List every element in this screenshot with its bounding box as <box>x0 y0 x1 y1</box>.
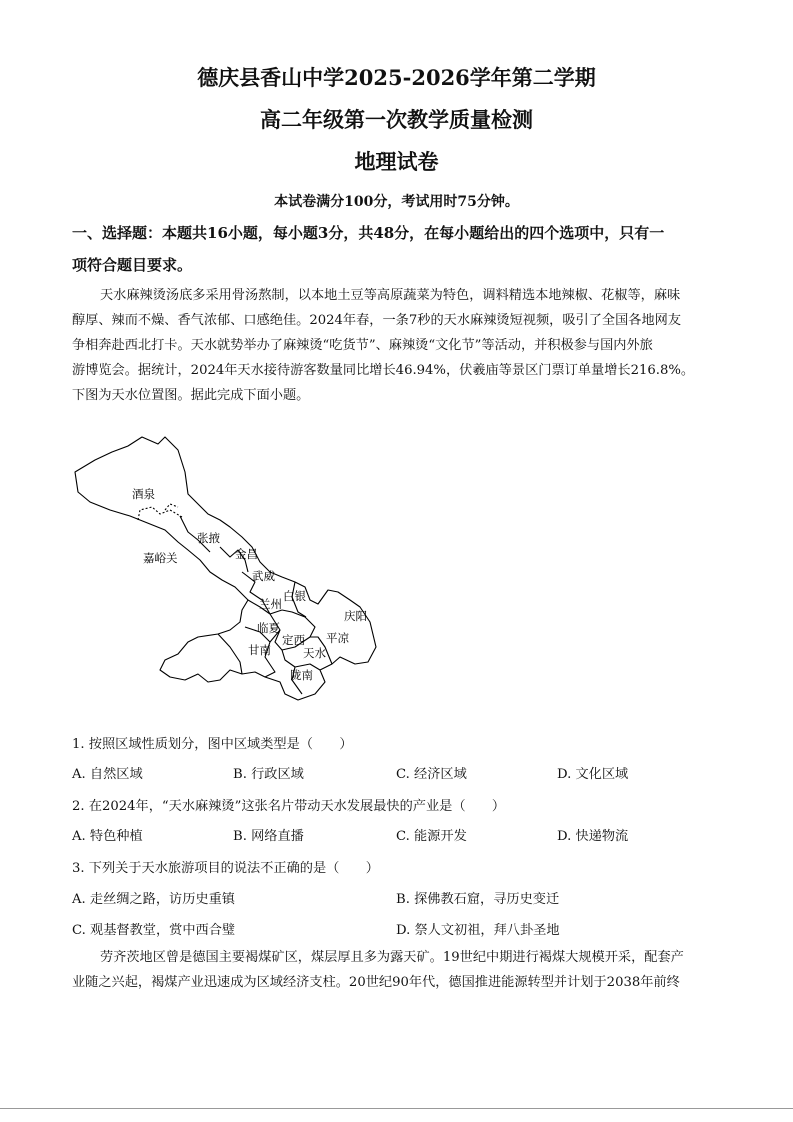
passage-line: 下图为天水位置图。据此完成下面小题。 <box>72 388 310 403</box>
map-label-baiyin: 白银 <box>283 589 306 603</box>
exam-info: 本试卷满分100分，考试用时75分钟。 <box>274 194 519 210</box>
passage-line: 业随之兴起，褐煤产业迅速成为区域经济支柱。20世纪90年代，德国推进能源转型并计划于2038年前终 <box>72 975 680 990</box>
map-label-gannan: 甘南 <box>248 643 271 657</box>
q3-option-a: A. 走丝绸之路，访历史重镇 <box>72 892 235 907</box>
q3-option-d: D. 祭人文初祖，拜八卦圣地 <box>396 923 560 938</box>
map-label-dingxi: 定西 <box>282 633 305 647</box>
map-label-jinchang: 金昌 <box>235 547 258 561</box>
question-3-stem: 3. 下列关于天水旅游项目的说法不正确的是（ ） <box>72 861 379 876</box>
q1-option-d: D. 文化区域 <box>557 767 629 782</box>
map-label-zhangye: 张掖 <box>197 531 220 545</box>
map-label-tianshui: 天水 <box>303 646 326 660</box>
passage-line: 劳齐茨地区曾是德国主要褐煤矿区，煤层厚且多为露天矿。19世纪中期进行褐煤大规模开采，配套产 <box>100 950 684 965</box>
page-bottom-rule <box>0 1108 793 1109</box>
q2-option-a: A. 特色种植 <box>72 829 143 844</box>
q3-option-c: C. 观基督教堂，赏中西合璧 <box>72 923 236 938</box>
passage-line: 游博览会。据统计，2024年天水接待游客数量同比增长46.94%，伏羲庙等景区门票订单量增长216.8%。 <box>72 363 695 378</box>
q3-option-b: B. 探佛教石窟，寻历史变迁 <box>396 892 560 907</box>
map-label-wuwei: 武威 <box>252 569 275 583</box>
section-heading-line2: 项符合题目要求。 <box>72 256 193 274</box>
map-label-lanzhou: 兰州 <box>259 597 282 611</box>
subject-title: 地理试卷 <box>354 149 439 174</box>
passage-tianshui <box>72 283 722 408</box>
passage-line: 争相奔赴西北打卡。天水就势举办了麻辣烫“吃货节”、麻辣烫“文化节”等活动，并积极参与国内外旅 <box>72 338 653 353</box>
q1-option-a: A. 自然区域 <box>72 767 143 782</box>
map-label-pingliang: 平凉 <box>326 631 349 645</box>
q1-option-b: B. 行政区域 <box>233 767 304 782</box>
map-label-jiayuguan: 嘉峪关 <box>143 551 178 565</box>
q2-option-b: B. 网络直播 <box>233 829 304 844</box>
map-label-jiuquan: 酒泉 <box>132 487 155 501</box>
q2-option-d: D. 快递物流 <box>557 829 629 844</box>
school-term-title: 德庆县香山中学2025-2026学年第二学期 <box>197 65 596 90</box>
gansu-location-map <box>70 432 390 712</box>
question-1-stem: 1. 按照区域性质划分，图中区域类型是（ ） <box>72 737 353 752</box>
question-2-stem: 2. 在2024年，“天水麻辣烫”这张名片带动天水发展最快的产业是（ ） <box>72 799 506 814</box>
map-label-longnan: 陇南 <box>290 668 313 682</box>
map-label-linxia: 临夏 <box>257 621 280 635</box>
map-label-qingyang: 庆阳 <box>344 609 367 623</box>
passage-line: 天水麻辣烫汤底多采用骨汤熬制，以本地土豆等高原蔬菜为特色，调料精选本地辣椒、花椒等，麻味 <box>100 288 681 303</box>
q1-option-c: C. 经济区域 <box>396 767 467 782</box>
passage-lausitz <box>72 945 722 995</box>
exam-title: 高二年级第一次教学质量检测 <box>260 107 533 132</box>
passage-line: 醇厚、辣而不燥、香气浓郁、口感绝佳。2024年春，一条7秒的天水麻辣烫短视频，吸引了全国各地网友 <box>72 313 682 328</box>
section-heading-line1: 一、选择题：本题共16小题，每小题3分，共48分，在每小题给出的四个选项中，只有一 <box>72 224 665 242</box>
q2-option-c: C. 能源开发 <box>396 829 467 844</box>
